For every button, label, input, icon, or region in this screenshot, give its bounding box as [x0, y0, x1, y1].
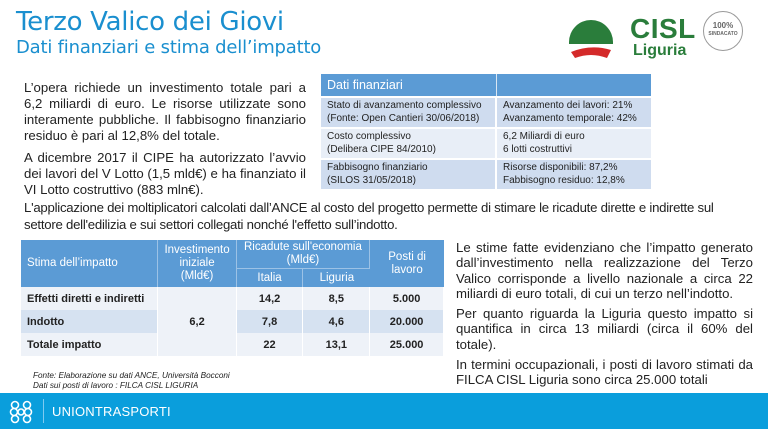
footer-divider: [43, 399, 44, 423]
cell-italia: 22: [237, 333, 304, 356]
intro-paragraph: L’opera richiede un investimento totale pari a 6,2 miliardi di euro. Le risorse utilizzate sono interamente pubbliche. Il fabbisogno finanziario residuo è pari al 12,8% del totale.: [24, 80, 306, 143]
cell-italia: 7,8: [237, 310, 304, 333]
logo-region-text: Liguria: [633, 42, 687, 59]
uniontrasporti-emblem-icon: [8, 399, 34, 425]
sources-note: [33, 371, 230, 390]
row-label: Effetti diretti e indiretti: [21, 287, 158, 310]
row-label: Stato di avanzamento complessivo (Fonte: Open Cantieri 30/06/2018): [321, 96, 497, 127]
impact-summary-text: [456, 240, 753, 393]
row-label: Fabbisogno finanziario (SILOS 31/05/2018): [321, 158, 497, 189]
row-label: Indotto: [21, 310, 158, 333]
impact-table: [21, 240, 444, 356]
row-label: Totale impatto: [21, 333, 158, 356]
table-row: [321, 127, 651, 158]
col-stima: Stima dell’impatto: [21, 240, 158, 287]
cisl-logo: [563, 8, 763, 63]
summary-paragraph: Le stime fatte evidenziano che l’impatto generato dall’investimento nella realizzazione del Terzo Valico corrisponde a livello nazionale a circa 22 miliardi di euro totali, di cui un terzo nell’indotto.: [456, 240, 753, 301]
row-value: 6,2 Miliardi di euro 6 lotti costruttivi: [497, 127, 651, 158]
cell-posti: 20.000: [370, 310, 444, 333]
row-value: Avanzamento dei lavori: 21% Avanzamento temporale: 42%: [497, 96, 651, 127]
col-ricadute: Ricadute sull'economia (Mld€): [237, 240, 371, 268]
cell-italia: 14,2: [237, 287, 304, 310]
financial-table-header: Dati finanziari: [321, 74, 497, 96]
financial-table-header-blank: [497, 74, 651, 96]
cell-liguria: 4,6: [303, 310, 370, 333]
table-row: [21, 287, 444, 310]
cell-posti: 25.000: [370, 333, 444, 356]
col-liguria: Liguria: [303, 268, 370, 287]
footer-bar: [0, 393, 768, 429]
cell-liguria: 13,1: [303, 333, 370, 356]
intro-paragraph: A dicembre 2017 il CIPE ha autorizzato l’avvio dei lavori del V Lotto (1,5 mld€) e ha finanziato il VI Lotto costruttivo (883 mln€).: [24, 150, 306, 197]
source-line: Dati sui posti di lavoro : FILCA CISL LIGURIA: [33, 380, 199, 390]
sindacato-badge-icon: [703, 11, 743, 51]
logo-cisl-text: CISL: [630, 13, 696, 44]
summary-paragraph: In termini occupazionali, i posti di lavoro stimati da FILCA CISL Liguria sono circa 25.000 totali: [456, 357, 753, 388]
cisl-arc-icon: [567, 12, 615, 60]
cell-liguria: 8,5: [303, 287, 370, 310]
intro-text: [24, 80, 306, 204]
page-header: [16, 8, 321, 59]
row-value: Risorse disponibili: 87,2% Fabbisogno residuo: 12,8%: [497, 158, 651, 189]
investimento-value: 6,2: [158, 287, 236, 356]
page-subtitle: Dati finanziari e stima dell’impatto: [16, 37, 322, 58]
badge-label: SINDACATO: [708, 31, 738, 37]
badge-percent: 100%: [712, 21, 734, 30]
row-label: Costo complessivo (Delibera CIPE 84/2010): [321, 127, 497, 158]
col-posti: Posti di lavoro: [370, 240, 444, 287]
cell-posti: 5.000: [370, 287, 444, 310]
table-row: [321, 96, 651, 127]
col-italia: Italia: [237, 268, 304, 287]
source-line: Fonte: Elaborazione su dati ANCE, Università Bocconi: [33, 371, 230, 380]
col-investimento: Investimento iniziale (Mld€): [158, 240, 236, 287]
methodology-text: L'applicazione dei moltiplicatori calcolati dall’ANCE al costo del progetto permette di stimare le ricadute dirette e indirette sul settore dell'edilizia e sui settori collegati nonché l'effetto sull’indotto.: [24, 200, 714, 232]
table-row: [321, 158, 651, 189]
financial-data-table: [321, 74, 651, 189]
page-title: Terzo Valico dei Giovi: [16, 7, 284, 37]
footer-brand: UNIONTRASPORTI: [52, 404, 171, 419]
summary-paragraph: Per quanto riguarda la Liguria questo impatto si quantifica in circa 13 miliardi (circa il 60% del totale).: [456, 306, 753, 352]
